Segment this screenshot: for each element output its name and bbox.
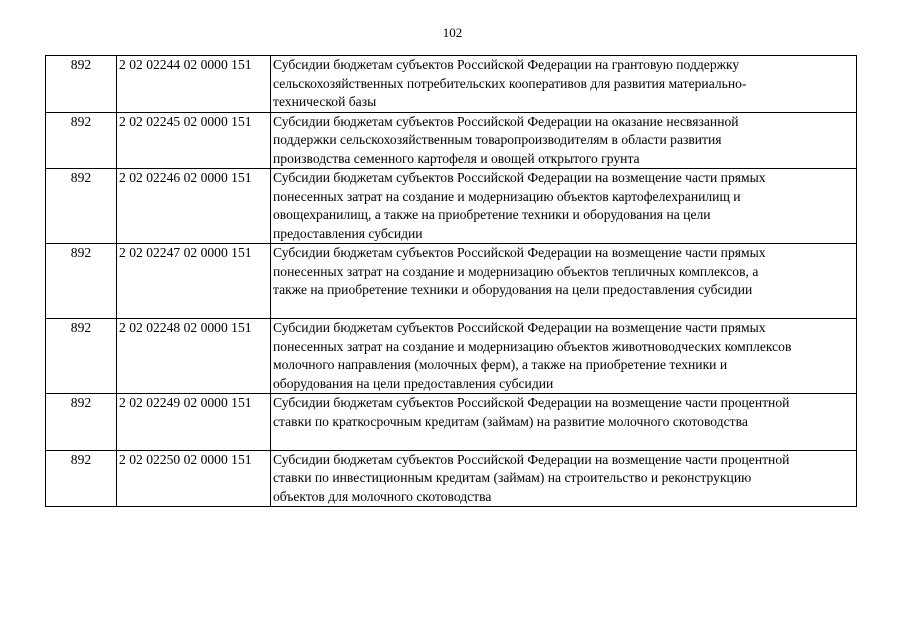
- description-line: также на приобретение техники и оборудования на цели предоставления субсидии: [273, 282, 753, 297]
- table-body: [46, 56, 857, 507]
- description-line: технической базы: [273, 94, 377, 109]
- admin-code-cell: 892: [46, 394, 117, 451]
- description-cell: [271, 244, 857, 319]
- admin-code-cell: 892: [46, 319, 117, 394]
- table-row: [46, 394, 857, 451]
- description-cell: [271, 319, 857, 394]
- admin-code-cell: 892: [46, 244, 117, 319]
- description-line: производства семенного картофеля и овощей открытого грунта: [273, 150, 640, 166]
- description-line: молочного направления (молочных ферм), а также на приобретение техники и: [273, 357, 728, 372]
- description-line: ставки по инвестиционным кредитам (займам) на строительство и реконструкцию: [273, 470, 752, 485]
- description-line: Субсидии бюджетам субъектов Российской Федерации на оказание несвязанной: [273, 113, 739, 129]
- budget-code-cell: 2 02 02246 02 0000 151: [117, 169, 271, 244]
- budget-code-cell: 2 02 02248 02 0000 151: [117, 319, 271, 394]
- description-line: Субсидии бюджетам субъектов Российской Федерации на возмещение части процентной: [273, 451, 790, 467]
- description-line: Субсидии бюджетам субъектов Российской Федерации на возмещение части прямых: [273, 170, 766, 185]
- budget-code-cell: 2 02 02245 02 0000 151: [117, 112, 271, 169]
- table-row: [46, 319, 857, 394]
- description-cell: [271, 112, 857, 169]
- description-cell: [271, 169, 857, 244]
- description-line: Субсидии бюджетам субъектов Российской Федерации на возмещение части прямых: [273, 320, 766, 335]
- budget-code-cell: 2 02 02247 02 0000 151: [117, 244, 271, 319]
- table-row: [46, 56, 857, 113]
- description-line: поддержки сельскохозяйственным товаропроизводителям в области развития: [273, 132, 722, 147]
- admin-code-cell: 892: [46, 112, 117, 169]
- budget-code-cell: 2 02 02250 02 0000 151: [117, 450, 271, 507]
- description-cell: [271, 394, 857, 451]
- description-line: овощехранилищ, а также на приобретение техники и оборудования на цели: [273, 207, 711, 222]
- description-line: понесенных затрат на создание и модернизацию объектов тепличных комплексов, а: [273, 263, 759, 279]
- admin-code-cell: 892: [46, 450, 117, 507]
- admin-code-cell: 892: [46, 56, 117, 113]
- budget-code-cell: 2 02 02244 02 0000 151: [117, 56, 271, 113]
- budget-classification-table: [45, 55, 857, 507]
- table-row: [46, 169, 857, 244]
- description-cell: [271, 450, 857, 507]
- description-line: Субсидии бюджетам субъектов Российской Федерации на грантовую поддержку: [273, 57, 740, 72]
- page-number: 102: [442, 25, 463, 40]
- description-line: [273, 300, 854, 319]
- admin-code-cell: 892: [46, 169, 117, 244]
- table-row: [46, 244, 857, 319]
- budget-code-cell: 2 02 02249 02 0000 151: [117, 394, 271, 451]
- description-cell: [271, 56, 857, 113]
- description-line: объектов для молочного скотоводства: [273, 488, 492, 504]
- description-line: оборудования на цели предоставления субсидии: [273, 375, 554, 391]
- description-line: предоставления субсидии: [273, 225, 423, 241]
- description-line: сельскохозяйственных потребительских кооперативов для развития материально-: [273, 75, 747, 91]
- description-line: понесенных затрат на создание и модернизацию объектов животноводческих комплексов: [273, 338, 792, 354]
- description-line: Субсидии бюджетам субъектов Российской Федерации на возмещение части процентной: [273, 395, 790, 410]
- description-line: Субсидии бюджетам субъектов Российской Федерации на возмещение части прямых: [273, 245, 766, 260]
- table-row: [46, 450, 857, 507]
- table-row: [46, 112, 857, 169]
- description-line: понесенных затрат на создание и модернизацию объектов картофелехранилищ и: [273, 188, 741, 204]
- description-line: [273, 431, 854, 450]
- description-line: ставки по краткосрочным кредитам (займам) на развитие молочного скотоводства: [273, 413, 748, 429]
